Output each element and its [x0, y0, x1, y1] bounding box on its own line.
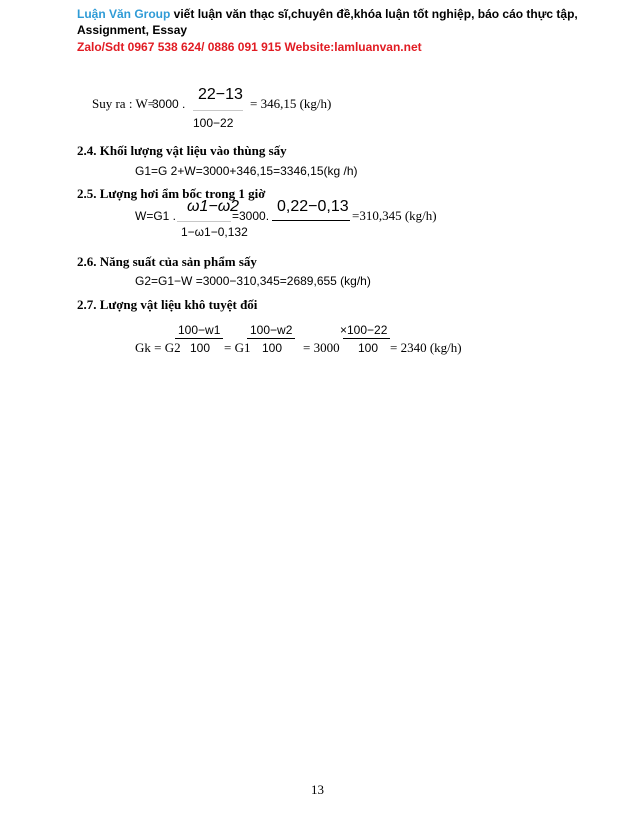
eq-w-value: 3000 . — [152, 97, 186, 111]
section-2-7-numerator-2: 100−w2 — [250, 323, 293, 337]
eq-w-result: = 346,15 (kg/h) — [250, 96, 332, 111]
section-2-7-numerator-3: ×100−22 — [340, 323, 388, 337]
section-2-7-numerator-1: 100−w1 — [178, 323, 221, 337]
section-2-7-denominator-2: 100 — [262, 341, 283, 355]
section-2-7-heading: 2.7. Lượng vật liệu khô tuyệt đối — [77, 297, 258, 312]
header-tagline: viết luận văn thạc sĩ,chuyên đề,khóa luận tốt nghiệp, báo cáo thực tập, — [170, 7, 578, 21]
section-2-5-result: =310,345 (kg/h) — [352, 208, 437, 223]
section-2-6-heading: 2.6. Năng suất của sản phẩm sấy — [77, 254, 257, 269]
section-2-7-bar-3 — [343, 338, 390, 339]
eq-w-numerator: 22−13 — [198, 86, 243, 103]
section-2-5-frac1-denominator: 1−ω1−0,132 — [181, 225, 248, 239]
section-2-7-denominator-3: 100 — [358, 341, 379, 355]
section-2-7-eq-1: = G1 — [224, 340, 251, 355]
eq-w-fraction-bar — [193, 110, 243, 111]
eq-w-prefix: Suy ra : W= — [92, 96, 156, 111]
header-brand: Luận Văn Group — [77, 7, 171, 21]
section-2-7-result: = 2340 (kg/h) — [390, 340, 462, 355]
section-2-5-frac2-numerator: 0,22−0,13 — [277, 198, 349, 215]
header-line-2: Assignment, Essay — [77, 23, 188, 37]
page-number: 13 — [311, 782, 324, 797]
section-2-5-lhs: W=G1 . — [135, 209, 177, 223]
section-2-6-formula: G2=G1−W =3000−310,345=2689,655 (kg/h) — [135, 274, 371, 288]
section-2-7-bar-2 — [247, 338, 295, 339]
section-2-7-lhs: Gk = G2 — [135, 340, 181, 355]
section-2-7-eq-2: = 3000 — [303, 340, 340, 355]
section-2-7-bar-1 — [175, 338, 223, 339]
section-2-5-frac1-bar — [177, 221, 231, 222]
section-2-5-frac2-bar — [272, 220, 350, 221]
header-contact: Zalo/Sdt 0967 538 624/ 0886 091 915 Website:lamluanvan.net — [77, 40, 422, 54]
eq-w-denominator: 100−22 — [193, 116, 234, 130]
section-2-4-formula: G1=G 2+W=3000+346,15=3346,15(kg /h) — [135, 164, 358, 178]
section-2-7-denominator-1: 100 — [190, 341, 211, 355]
section-2-5-frac1-numerator: ω1−ω2 — [187, 198, 240, 215]
section-2-5-heading: 2.5. Lượng hơi ẩm bốc trong 1 giờ — [77, 186, 266, 201]
section-2-4-heading: 2.4. Khối lượng vật liệu vào thùng sấy — [77, 143, 287, 158]
header-line-1 — [77, 6, 578, 22]
section-2-5-mid: =3000. — [232, 209, 270, 223]
